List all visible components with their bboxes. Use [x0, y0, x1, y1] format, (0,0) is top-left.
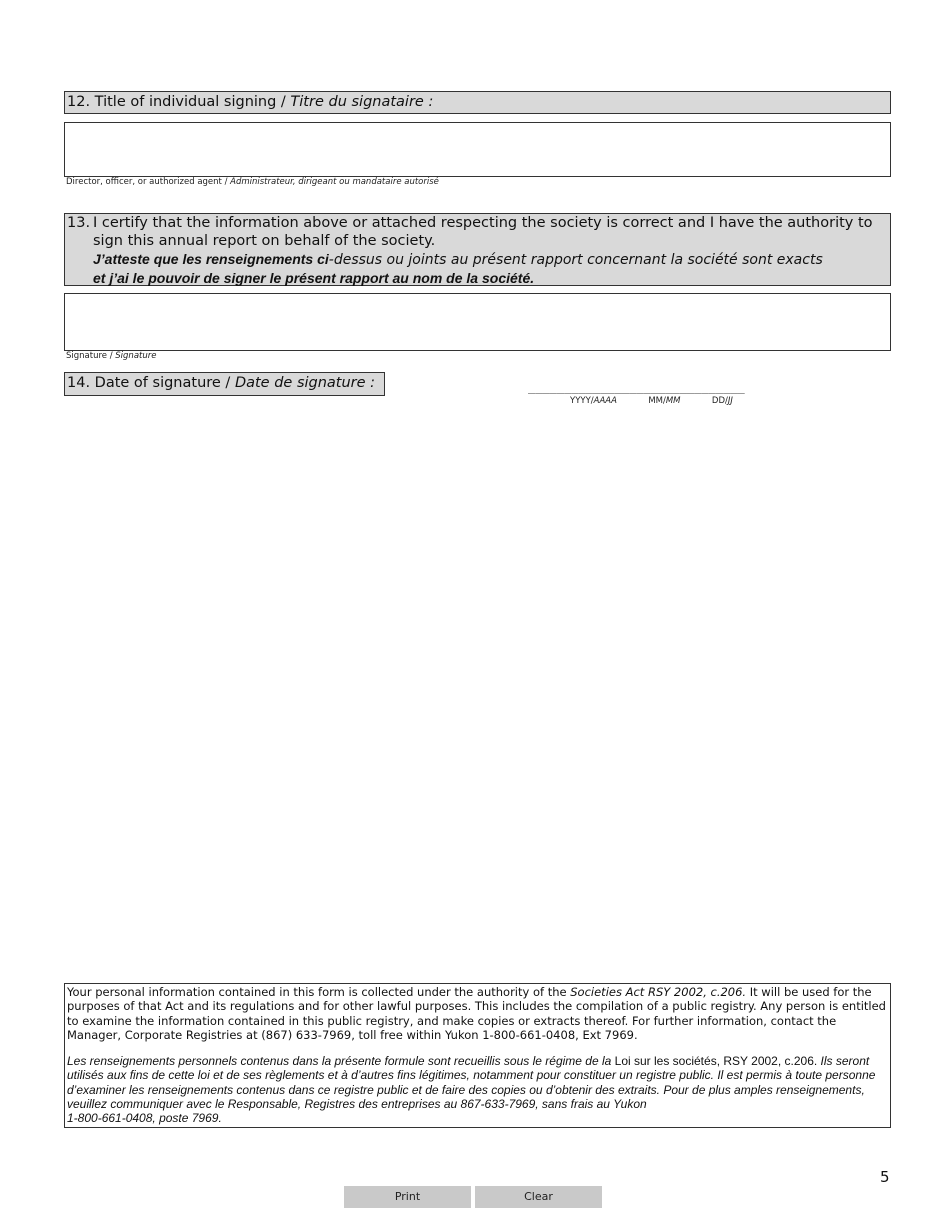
q14-header [64, 372, 385, 396]
year-label: YYYY/AAAA [570, 396, 617, 406]
q12-caption: Director, officer, or authorized agent / Administrateur, dirigeant ou mandataire autorisé [66, 177, 439, 187]
date-of-signature-field[interactable]: ______________________________ [528, 380, 745, 394]
q13-certify-text-en: I certify that the information above or attached respecting the society is correct and I have the authority to sign this annual report on behalf of the society. [93, 215, 873, 249]
q13-header [64, 213, 891, 286]
q13-caption: Signature / Signature [66, 351, 157, 361]
signature-field[interactable] [64, 293, 891, 351]
q14-label: 14. Date of signature / [67, 375, 235, 391]
q14-label-fr: Date de signature : [234, 375, 376, 391]
q12-header [64, 91, 891, 114]
privacy-notice-en: Your personal information contained in this form is collected under the authority of the Societies Act RSY 2002, c.206. It will be used for the purposes of that Act and its regulations and for other lawful purposes. This includes the compilation of a public registry. Any person is entitled to examine the information contained in this public registry, and make copies or extracts thereof. For further information, contact the Manager, Corporate Registries at (867) 633-7969, toll free within Yukon 1-800-661-0408, Ext 7969. [67, 985, 886, 1042]
day-label: DD/JJ [711, 396, 733, 406]
print-button[interactable]: Print [344, 1186, 471, 1208]
privacy-notice-fr: Les renseignements personnels contenus dans la présente formule sont recueillis sous le régime de la Loi sur les sociétés, RSY 2002, c.206. Ils seront utilisés aux fins de cette loi et de ses règlements et à d’autres fins légitimes, notamment pour constituer un registre public. Il est permis à toute personne d’examiner les renseignements contenus dans ce registre public et de faire des copies ou d’obtenir des extraits. Pour de plus amples renseignements, veuillez communiquer avec le Responsable, Registres des entreprises au 867-633-7969, sans frais au Yukon 1-800-661-0408, poste 7969. [67, 1054, 876, 1126]
q12-label: 12. Title of individual signing / [67, 94, 291, 110]
clear-button[interactable]: Clear [475, 1186, 602, 1208]
title-of-signer-field[interactable] [64, 122, 891, 177]
date-format-labels [570, 396, 770, 406]
month-label: MM/MM [648, 396, 681, 406]
page-number: 5 [880, 1168, 890, 1186]
q13-number: 13. [67, 215, 91, 231]
q12-label-fr: Titre du signataire : [290, 94, 434, 110]
privacy-notice [64, 983, 891, 1128]
q13-certify-text-fr: J’atteste que les renseignements ci-dessus ou joints au présent rapport concernant la société sont exacts et j’ai le pouvoir de signer le présent rapport au nom de la société. [93, 251, 823, 286]
